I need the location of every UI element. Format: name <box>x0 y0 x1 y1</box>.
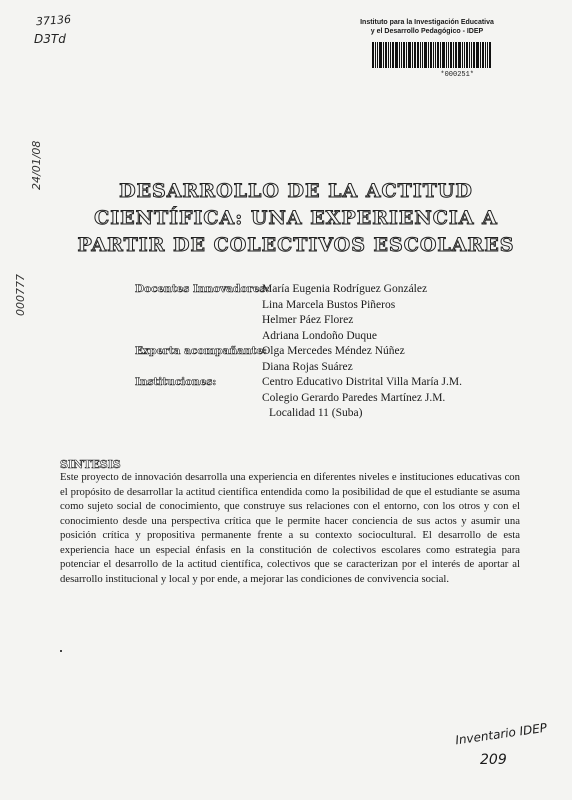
barcode-bar <box>375 42 376 68</box>
institution-line2: y el Desarrollo Pedagógico - IDEP <box>370 28 484 35</box>
barcode-bar <box>408 42 411 68</box>
title-line1: DESARROLLO DE LA ACTITUD <box>119 180 473 202</box>
handwritten-code: 37136 <box>35 12 72 29</box>
handwritten-call-number: D3Td <box>34 32 66 46</box>
barcode-bar <box>446 42 447 68</box>
barcode-bar <box>489 42 491 68</box>
barcode-bar <box>379 42 382 68</box>
barcode-bar <box>469 42 470 68</box>
docente-name: Adriana Londoño Duque <box>262 329 377 342</box>
barcode-bar <box>485 42 486 68</box>
barcode-bar <box>440 42 441 68</box>
barcode-bar <box>442 42 445 68</box>
institucion-name: Centro Educativo Distrital Villa María J.M. <box>262 376 462 388</box>
experta-name: Olga Mercedes Méndez Núñez <box>262 345 405 357</box>
barcode-bar <box>466 42 468 68</box>
experta-label: Experta acompañante: <box>135 345 268 357</box>
barcode-bar <box>401 42 402 68</box>
barcode-number: *000251* <box>440 71 474 79</box>
barcode-bar <box>399 42 400 68</box>
barcode-bar <box>437 42 439 68</box>
barcode-bar <box>453 42 454 68</box>
barcode-bar <box>392 42 394 68</box>
institution-stamp <box>352 18 502 36</box>
barcode-bar <box>464 42 465 68</box>
barcode-bar <box>450 42 452 68</box>
barcode-bar <box>458 42 461 68</box>
barcode-bar <box>482 42 484 68</box>
docentes-label: Docentes Innovadores: <box>135 283 270 295</box>
barcode-bar <box>403 42 405 68</box>
barcode-bar <box>430 42 432 68</box>
institucion-name: Localidad 11 (Suba) <box>269 407 363 419</box>
barcode-bar <box>395 42 398 68</box>
barcode-bar <box>476 42 479 68</box>
barcode-bar <box>455 42 457 68</box>
barcode-bar <box>385 42 387 68</box>
barcode-bar <box>480 42 481 68</box>
institucion-name: Colegio Gerardo Paredes Martínez J.M. <box>262 391 446 404</box>
barcode-bar <box>422 42 423 68</box>
barcode-bar <box>412 42 413 68</box>
barcode-bar <box>428 42 429 68</box>
barcode-bar <box>448 42 449 68</box>
barcode-bar <box>388 42 389 68</box>
barcode-bar <box>417 42 419 68</box>
speck <box>60 650 62 652</box>
title-line2: CIENTÍFICA: UNA EXPERIENCIA A <box>94 207 498 229</box>
handwritten-margin-number: 000777 <box>14 274 27 316</box>
barcode <box>372 42 502 68</box>
barcode-bar <box>471 42 472 68</box>
docente-name: Helmer Páez Florez <box>262 314 354 326</box>
barcode-bar <box>433 42 434 68</box>
docente-name: María Eugenia Rodríguez González <box>262 283 428 295</box>
barcode-bar <box>377 42 378 68</box>
handwritten-inventory-number: 209 <box>480 752 507 768</box>
barcode-bar <box>414 42 416 68</box>
team-block <box>135 282 495 422</box>
experta-name: Diana Rojas Suárez <box>262 360 353 373</box>
docente-name: Lina Marcela Bustos Piñeros <box>262 298 396 311</box>
barcode-bar <box>487 42 488 68</box>
barcode-bar <box>406 42 407 68</box>
handwritten-inventory: Inventario IDEP <box>454 720 548 748</box>
barcode-bar <box>462 42 463 68</box>
synthesis-text: Este proyecto de innovación desarrolla una experiencia en diferentes niveles e instituciones educativas con el propósito de desarrollar la actitud científica entendida como la posibilidad de que el estudiante se asuma como sujeto social de conocimiento, que construye sus relaciones con el entorno, con los otros y con el conocimiento desde una perspectiva crítica que le permite hacer conciencia de sus actos y asumir una posición crítica y propositiva permanente frente a su contexto sociocultural. El desarrollo de esta experiencia hace un especial énfasis en la constitución de colectivos escolares como estrategia para potenciar el desarrollo de la actitud científica, colectivos que se caracterizan por el interés de aportar al desarrollo institucional y local y por ende, a mejorar las condiciones de convivencia social. <box>60 471 520 585</box>
title-line3: PARTIR DE COLECTIVOS ESCOLARES <box>77 234 515 256</box>
instituciones-label: Instituciones: <box>135 376 217 388</box>
barcode-bar <box>473 42 475 68</box>
handwritten-margin-date: 24/01/08 <box>30 140 43 190</box>
barcode-bar <box>420 42 421 68</box>
barcode-bar <box>383 42 384 68</box>
barcode-bar <box>372 42 374 68</box>
document-title <box>60 178 532 259</box>
barcode-bar <box>424 42 427 68</box>
barcode-bar <box>390 42 391 68</box>
barcode-bar <box>435 42 436 68</box>
institution-line1: Instituto para la Investigación Educativa <box>360 19 494 26</box>
synthesis-heading: SINTESIS <box>60 458 121 471</box>
